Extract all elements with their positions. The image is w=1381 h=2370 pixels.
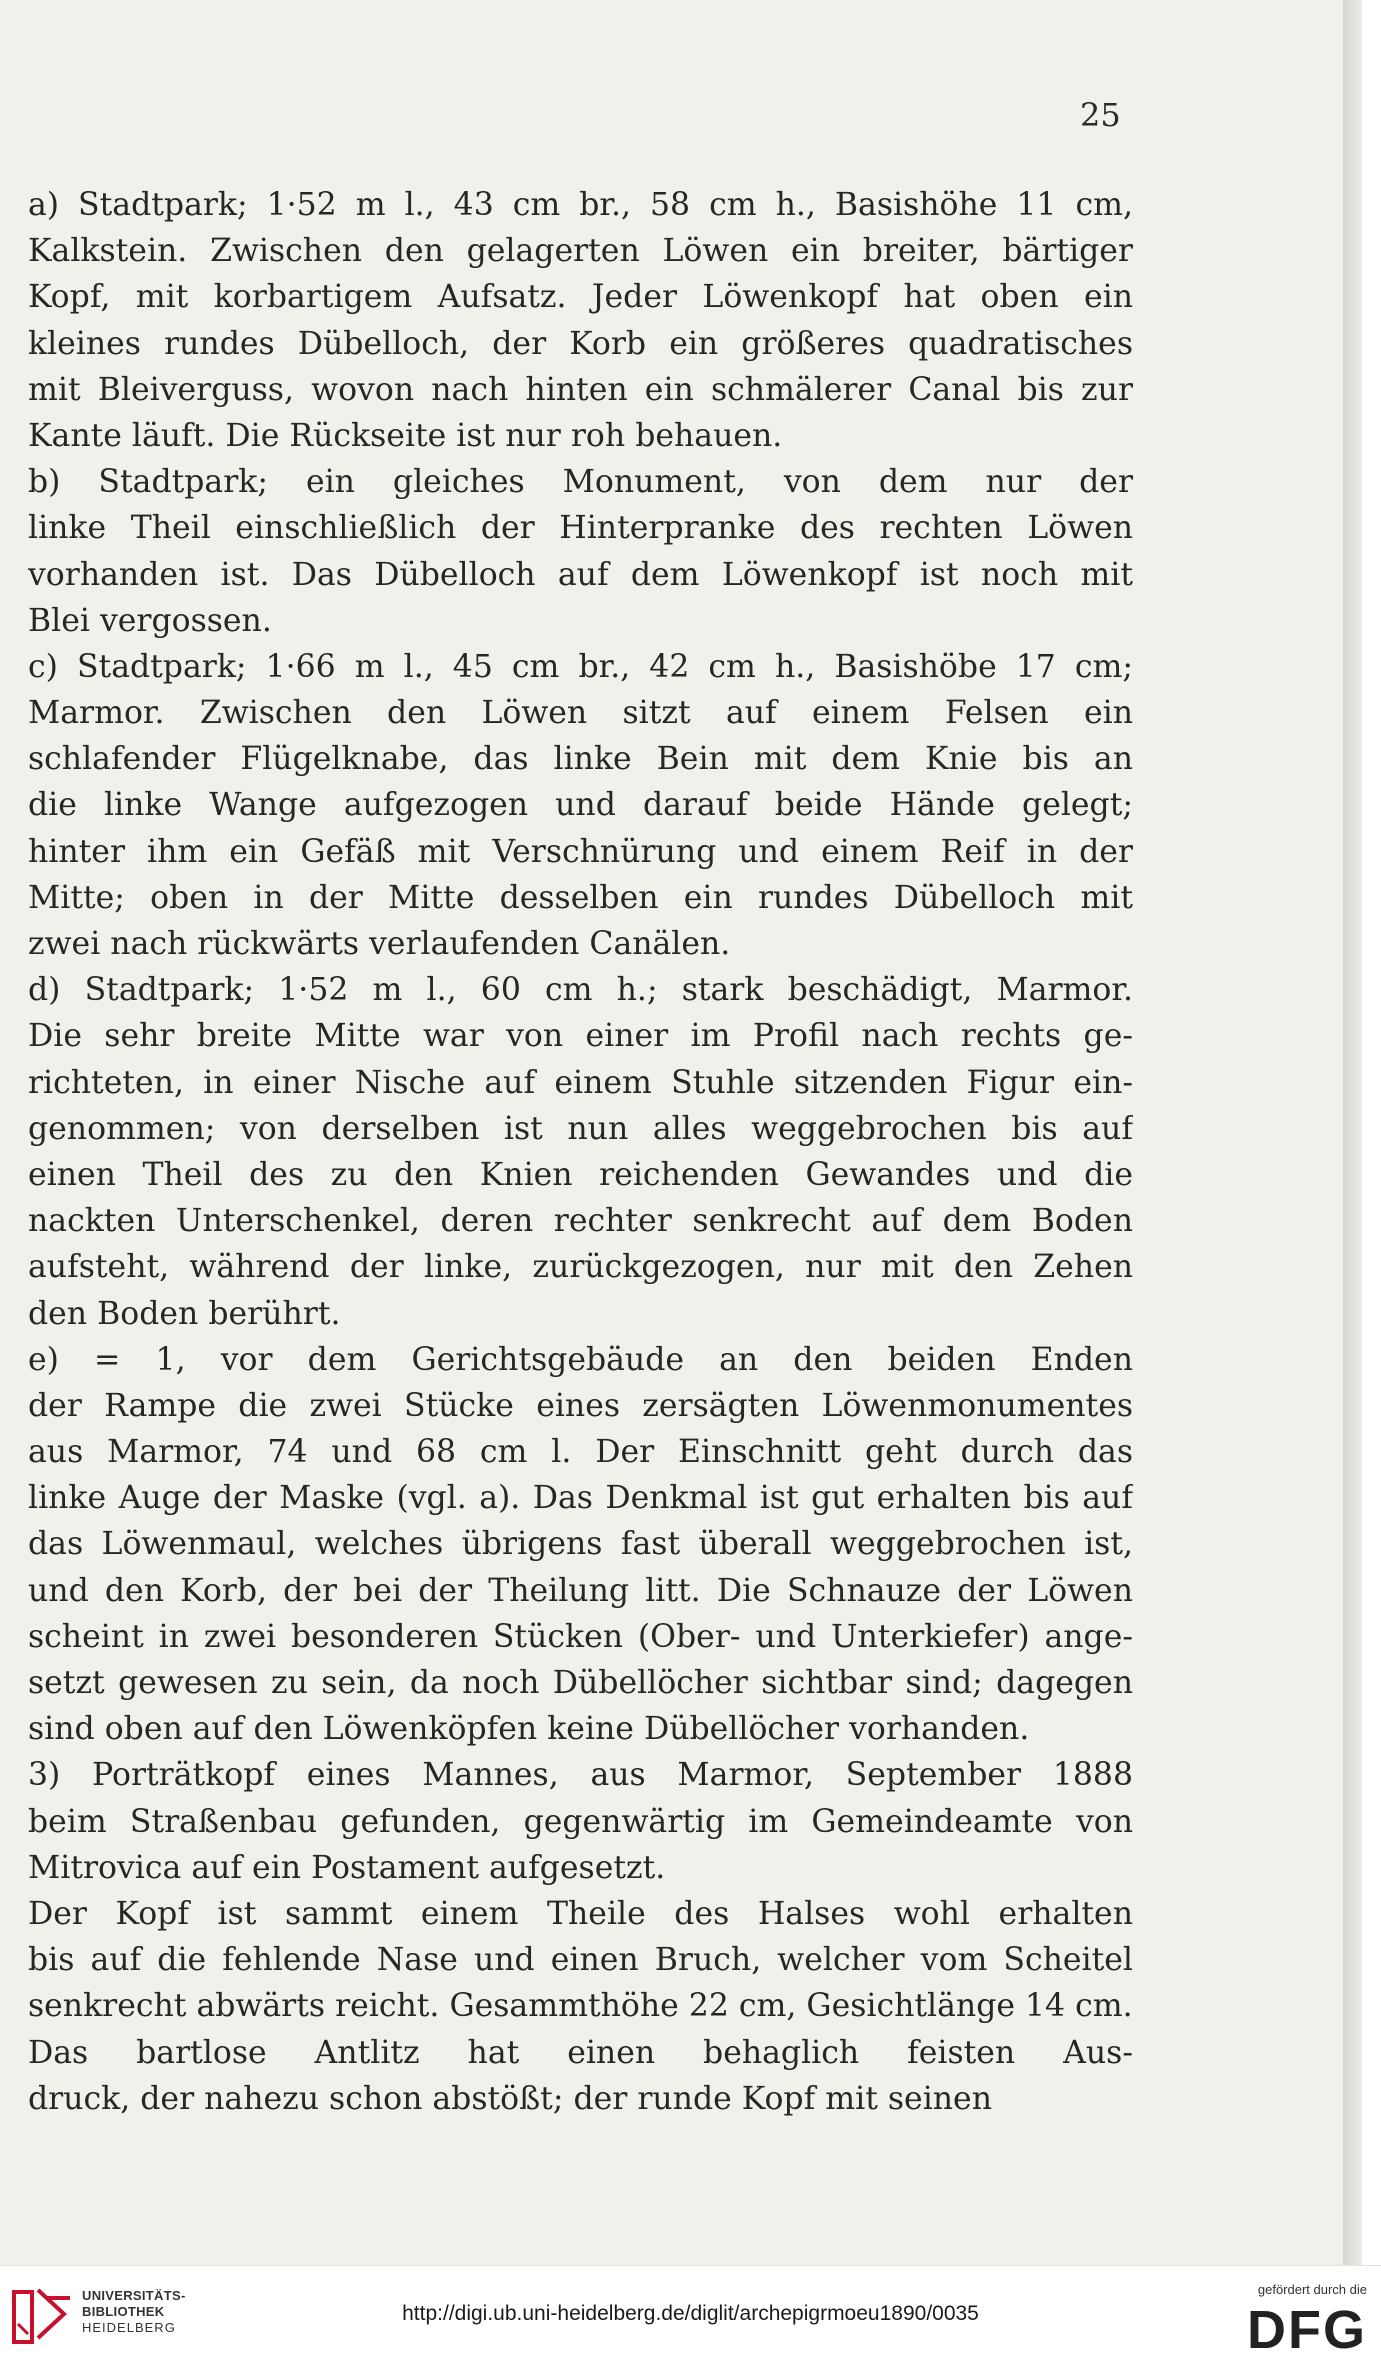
text-line: aus Marmor, 74 und 68 cm l. Der Einschnitt geht durch das — [28, 1434, 1133, 1471]
text-line: beim Straßenbau gefunden, gegenwärtig im Gemeindeamte von — [28, 1803, 1133, 1840]
text-line: den Boden berührt. — [28, 1295, 341, 1332]
text-line: und den Korb, der bei der Theilung litt. Die Schnauze der Löwen — [28, 1572, 1133, 1609]
text-line: druck, der nahezu schon abstößt; der runde Kopf mit seinen — [28, 2080, 992, 2117]
paragraph — [28, 459, 1133, 644]
paragraph — [28, 1337, 1133, 1753]
text-line: die linke Wange aufgezogen und darauf beide Hände gelegt; — [28, 787, 1133, 824]
paragraph — [28, 2030, 1133, 2122]
text-line: nackten Unterschenkel, deren rechter senkrecht auf dem Boden — [28, 1203, 1133, 1240]
paragraph — [28, 1891, 1133, 2030]
text-line: Das bartlose Antlitz hat einen behaglich feisten Aus- — [28, 2034, 1133, 2071]
paragraph — [28, 182, 1133, 459]
body-text — [28, 182, 1133, 2122]
text-line: setzt gewesen zu sein, da noch Dübellöcher sichtbar sind; dagegen — [28, 1665, 1133, 1701]
text-line: Marmor. Zwischen den Löwen sitzt auf einem Felsen ein — [28, 695, 1133, 732]
text-line: richteten, in einer Nische auf einem Stuhle sitzenden Figur ein- — [28, 1064, 1133, 1101]
text-line: a) Stadtpark; 1·52 m l., 43 cm br., 58 cm h., Basishöhe 11 cm, — [28, 187, 1133, 223]
text-line: zwei nach rückwärts verlaufenden Canälen. — [28, 926, 731, 962]
paragraph — [28, 1752, 1133, 1891]
text-line: schlafender Flügelknabe, das linke Bein mit dem Knie bis an — [28, 741, 1133, 778]
library-name-line2: BIBLIOTHEK — [82, 2304, 165, 2319]
text-line: Mitrovica auf ein Postament aufgesetzt. — [28, 1849, 666, 1886]
text-line: scheint in zwei besonderen Stücken (Ober- und Unterkiefer) ange- — [28, 1618, 1133, 1655]
text-line: aufsteht, während der linke, zurückgezogen, nur mit den Zehen — [28, 1249, 1133, 1286]
text-line: senkrecht abwärts reicht. Gesammthöhe 22 cm, Gesichtlänge 14 cm. — [28, 1988, 1133, 2025]
text-line: Kante läuft. Die Rückseite ist nur roh behauen. — [28, 417, 783, 454]
text-line: der Rampe die zwei Stücke eines zersägten Löwenmonumentes — [28, 1387, 1133, 1424]
library-name-line1: UNIVERSITÄTS- — [82, 2288, 186, 2303]
page-number: 25 — [1080, 96, 1121, 134]
text-line: das Löwenmaul, welches übrigens fast überall weggebrochen ist, — [28, 1526, 1133, 1563]
text-line: vorhanden ist. Das Dübelloch auf dem Löwenkopf ist noch mit — [28, 556, 1133, 593]
text-line: linke Theil einschließlich der Hinterpranke des rechten Löwen — [28, 510, 1133, 547]
library-name-line3: HEIDELBERG — [82, 2320, 176, 2335]
text-line: d) Stadtpark; 1·52 m l., 60 cm h.; stark beschädigt, Marmor. — [28, 972, 1133, 1009]
text-line: genommen; von derselben ist nun alles weggebrochen bis auf — [28, 1110, 1133, 1147]
paragraph — [28, 967, 1133, 1337]
text-line: e) = 1, vor dem Gerichtsgebäude an den beiden Enden — [28, 1341, 1133, 1378]
text-line: Kalkstein. Zwischen den gelagerten Löwen ein breiter, bärtiger — [28, 233, 1133, 270]
text-line: b) Stadtpark; ein gleiches Monument, von dem nur der — [28, 464, 1133, 501]
text-line: Der Kopf ist sammt einem Theile des Halses wohl erhalten — [28, 1895, 1133, 1932]
text-line: sind oben auf den Löwenköpfen keine Dübellöcher vorhanden. — [28, 1711, 1030, 1748]
funding-caption: gefördert durch die — [1257, 2282, 1367, 2297]
text-line: bis auf die fehlende Nase und einen Bruch, welcher vom Scheitel — [28, 1942, 1133, 1979]
page-edge-shadow — [1343, 0, 1362, 2265]
text-line: einen Theil des zu den Knien reichenden Gewandes und die — [28, 1156, 1133, 1193]
permalink-url[interactable]: http://digi.ub.uni-heidelberg.de/diglit/archepigrmoeu1890/0035 — [402, 2302, 979, 2325]
text-line: Kopf, mit korbartigem Aufsatz. Jeder Löwenkopf hat oben ein — [28, 279, 1133, 316]
text-line: mit Bleiverguss, wovon nach hinten ein schmälerer Canal bis zur — [28, 371, 1133, 408]
text-line: Die sehr breite Mitte war von einer im Profil nach rechts ge- — [28, 1018, 1133, 1055]
text-line: Mitte; oben in der Mitte desselben ein rundes Dübelloch mit — [28, 879, 1133, 916]
paragraph — [28, 644, 1133, 967]
text-line: c) Stadtpark; 1·66 m l., 45 cm br., 42 cm h., Basishöbe 17 cm; — [28, 648, 1133, 685]
text-line: hinter ihm ein Gefäß mit Verschnürung und einem Reif in der — [28, 833, 1133, 870]
viewer-footer — [0, 2265, 1381, 2370]
text-line: 3) Porträtkopf eines Mannes, aus Marmor, September 1888 — [28, 1757, 1133, 1794]
text-line: Blei vergossen. — [28, 602, 272, 639]
dfg-logo: DFG — [1247, 2300, 1367, 2360]
text-line: kleines rundes Dübelloch, der Korb ein größeres quadratisches — [28, 325, 1133, 362]
text-line: linke Auge der Maske (vgl. a). Das Denkmal ist gut erhalten bis auf — [28, 1480, 1133, 1517]
